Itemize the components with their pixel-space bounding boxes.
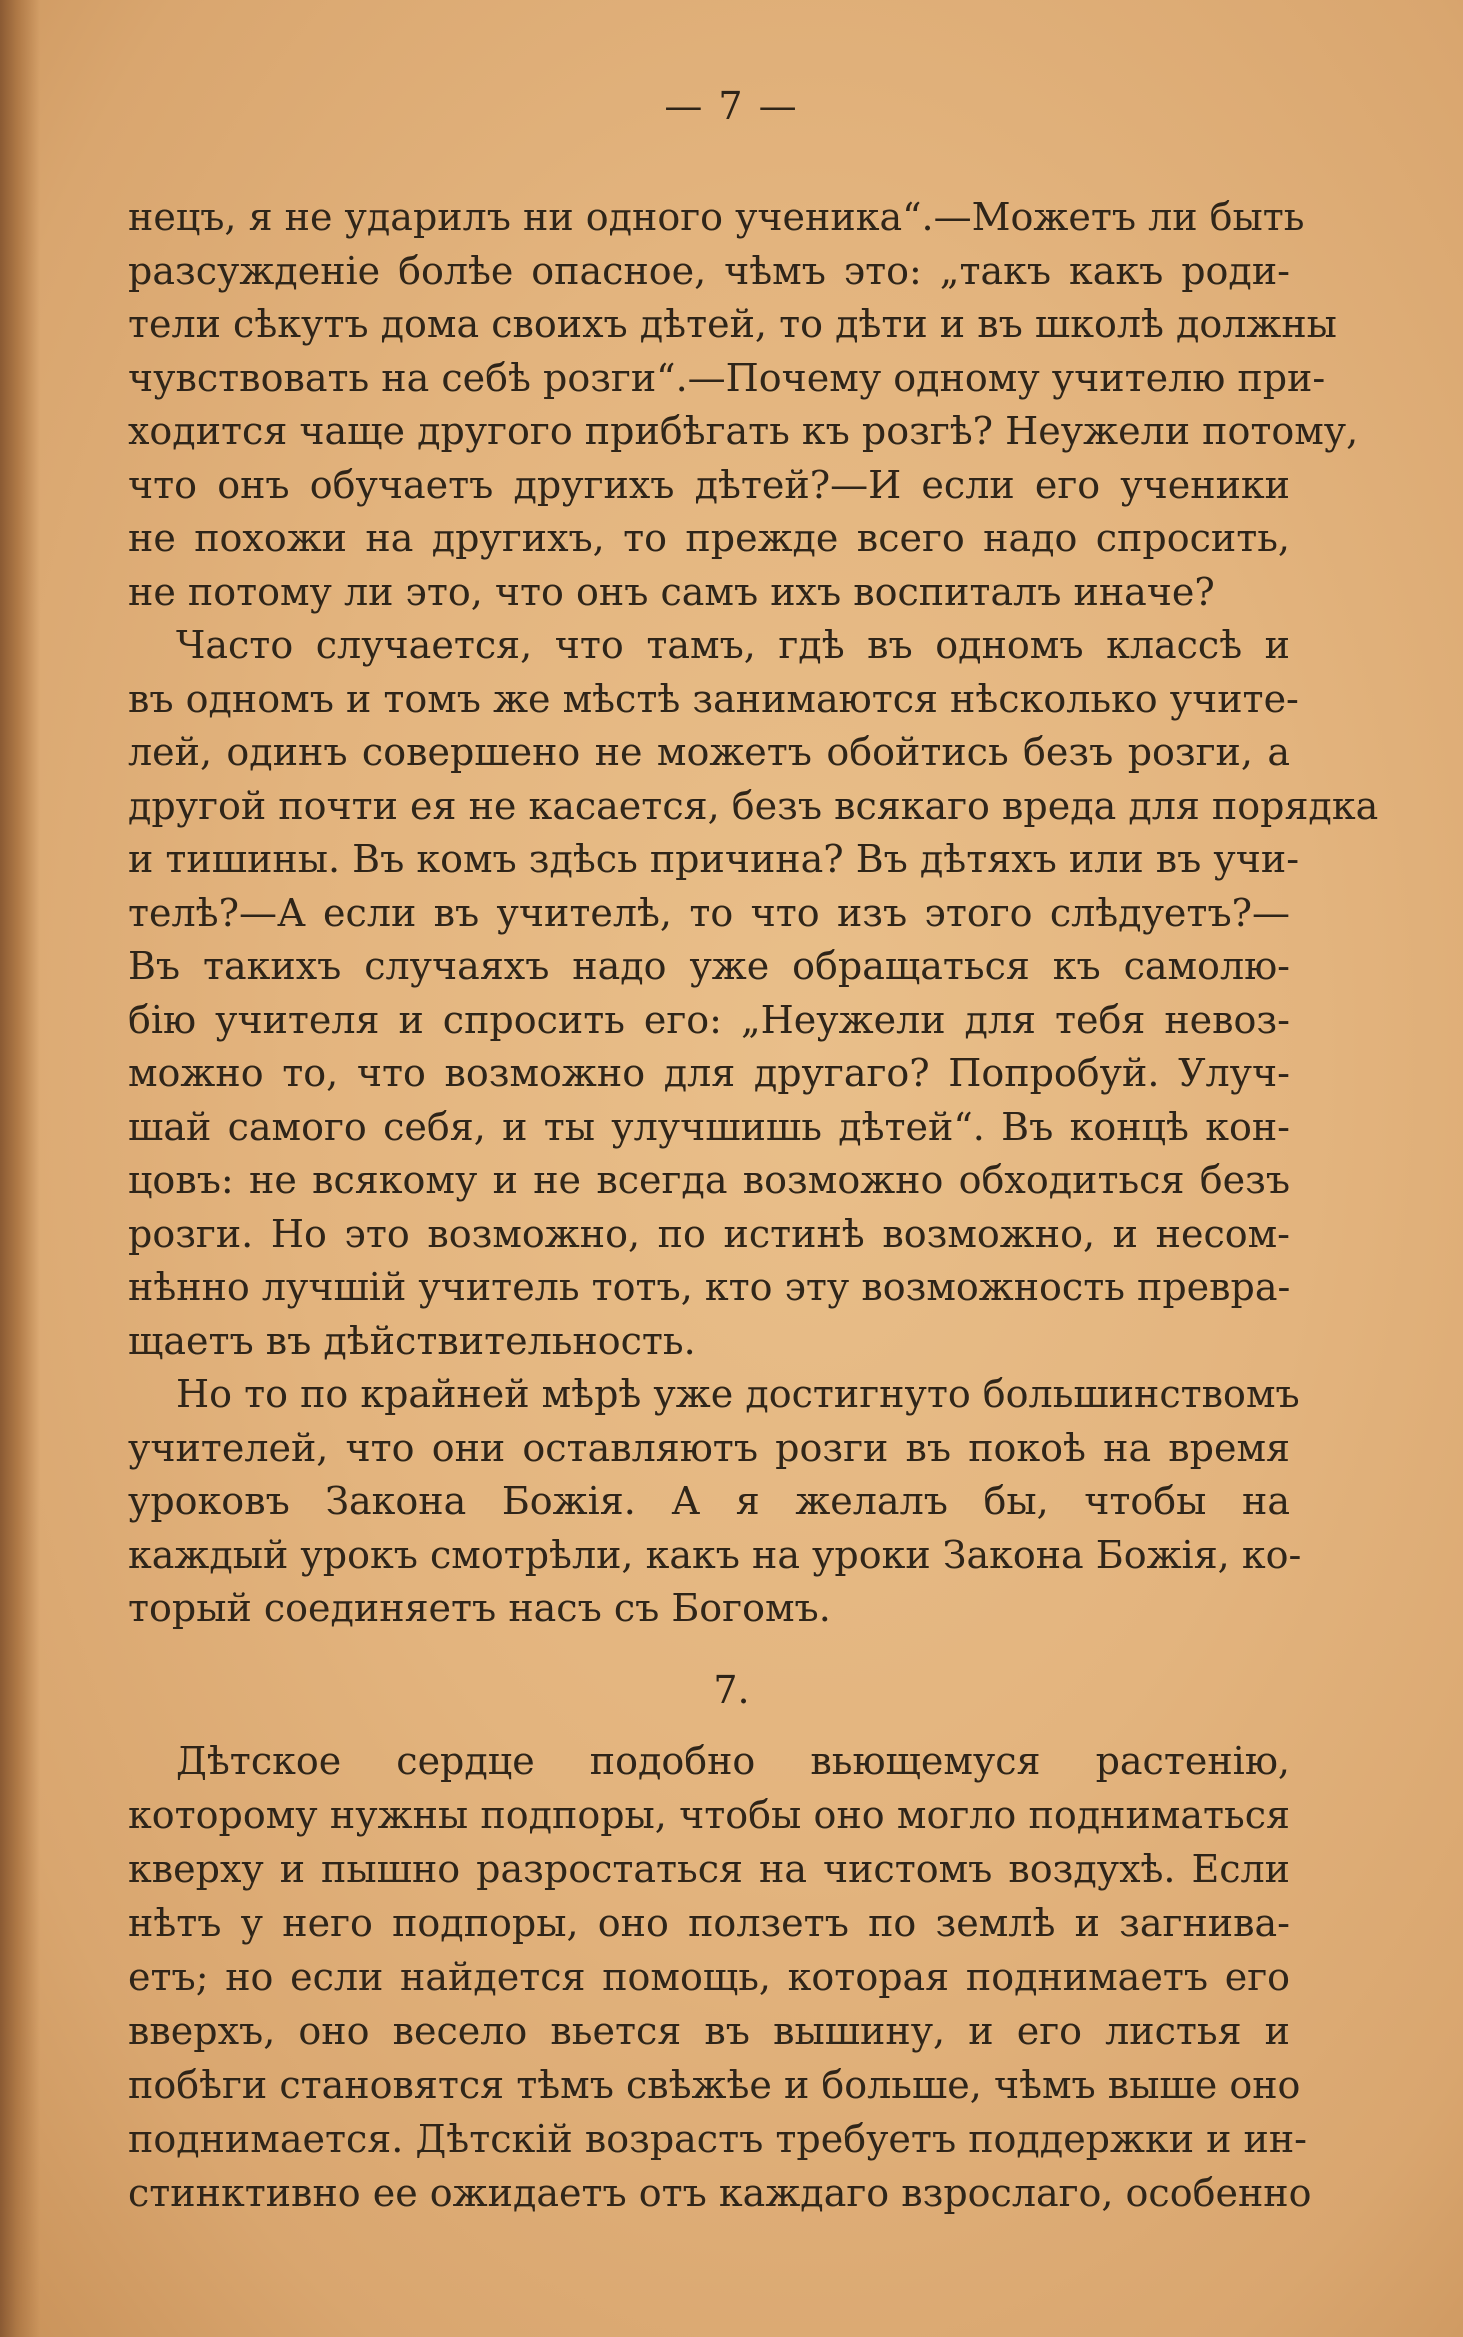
text-line: Дѣтское сердце подобно вьющемуся растенію, xyxy=(176,1739,1290,1783)
text-line: кверху и пышно разростаться на чистомъ воздухѣ. Если xyxy=(128,1847,1290,1891)
text-line: чувствовать на себѣ розги“.—Почему одному учителю при- xyxy=(128,355,1326,400)
page-number: — 7 — xyxy=(664,84,799,128)
text-line: другой почти ея не касается, безъ всякаго вреда для порядка xyxy=(128,783,1379,828)
text-line: нѣтъ у него подпоры, оно ползетъ по землѣ и загнива- xyxy=(128,1901,1290,1945)
text-line: что онъ обучаетъ другихъ дѣтей?—И если его ученики xyxy=(128,462,1290,507)
text-line: нецъ, я не ударилъ ни одного ученика“.—Можетъ ли быть xyxy=(128,195,1305,239)
text-line: нѣнно лучшій учитель тотъ, кто эту возможность превра- xyxy=(128,1265,1291,1309)
text-line: Но то по крайней мѣрѣ уже достигнуто большинствомъ xyxy=(176,1372,1300,1416)
text-line: не похожи на другихъ, то прежде всего надо спросить, xyxy=(128,516,1290,560)
text-line: телѣ?—А если въ учителѣ, то что изъ этого слѣдуетъ?— xyxy=(128,890,1290,935)
text-line: вверхъ, оно весело вьется въ вышину, и его листья и xyxy=(128,2009,1290,2053)
text-line: не потому ли это, что онъ самъ ихъ воспиталъ иначе? xyxy=(128,569,1215,614)
text-line: разсужденіе болѣе опасное, чѣмъ это: „такъ какъ роди- xyxy=(128,248,1290,293)
text-line: етъ; но если найдется помощь, которая поднимаетъ его xyxy=(128,1955,1290,1999)
text-line: и тишины. Въ комъ здѣсь причина? Въ дѣтяхъ или въ учи- xyxy=(128,837,1300,881)
text-line: учителей, что они оставляютъ розги въ покоѣ на время xyxy=(128,1425,1290,1470)
text-line: которому нужны подпоры, чтобы оно могло подниматься xyxy=(128,1793,1290,1837)
text-line: бію учителя и спросить его: „Неужели для тебя невоз- xyxy=(128,997,1290,1042)
section-number: 7. xyxy=(713,1668,750,1712)
text-line: въ одномъ и томъ же мѣстѣ занимаются нѣсколько учите- xyxy=(128,676,1299,721)
text-line: поднимается. Дѣтскій возрастъ требуетъ поддержки и ин- xyxy=(128,2117,1308,2161)
text-line: побѣги становятся тѣмъ свѣжѣе и больше, чѣмъ выше оно xyxy=(128,2063,1301,2107)
text-line: Въ такихъ случаяхъ надо уже обращаться къ самолю- xyxy=(128,944,1290,988)
text-line: тели сѣкутъ дома своихъ дѣтей, то дѣти и въ школѣ должны xyxy=(128,302,1337,346)
text-line: шай самого себя, и ты улучшишь дѣтей“. Въ концѣ кон- xyxy=(128,1104,1290,1149)
text-line: уроковъ Закона Божія. А я желалъ бы, чтобы на xyxy=(128,1479,1290,1523)
text-line: ходится чаще другого прибѣгать къ розгѣ? Неужели потому, xyxy=(128,409,1359,453)
text-line: каждый урокъ смотрѣли, какъ на уроки Закона Божія, ко- xyxy=(128,1532,1302,1577)
text-line: щаетъ въ дѣйствительность. xyxy=(128,1318,696,1363)
text-line: торый соединяетъ насъ съ Богомъ. xyxy=(128,1586,831,1630)
text-line: можно то, что возможно для другаго? Попробуй. Улуч- xyxy=(128,1051,1290,1095)
text-line: цовъ: не всякому и не всегда возможно обходиться безъ xyxy=(128,1158,1290,1202)
text-line: стинктивно ее ожидаетъ отъ каждаго взрослаго, особенно xyxy=(128,2171,1312,2215)
text-line: лей, одинъ совершено не можетъ обойтись безъ розги, а xyxy=(128,730,1290,774)
text-line: розги. Но это возможно, по истинѣ возможно, и несом- xyxy=(128,1211,1290,1256)
text-line: Часто случается, что тамъ, гдѣ въ одномъ классѣ и xyxy=(176,623,1290,667)
